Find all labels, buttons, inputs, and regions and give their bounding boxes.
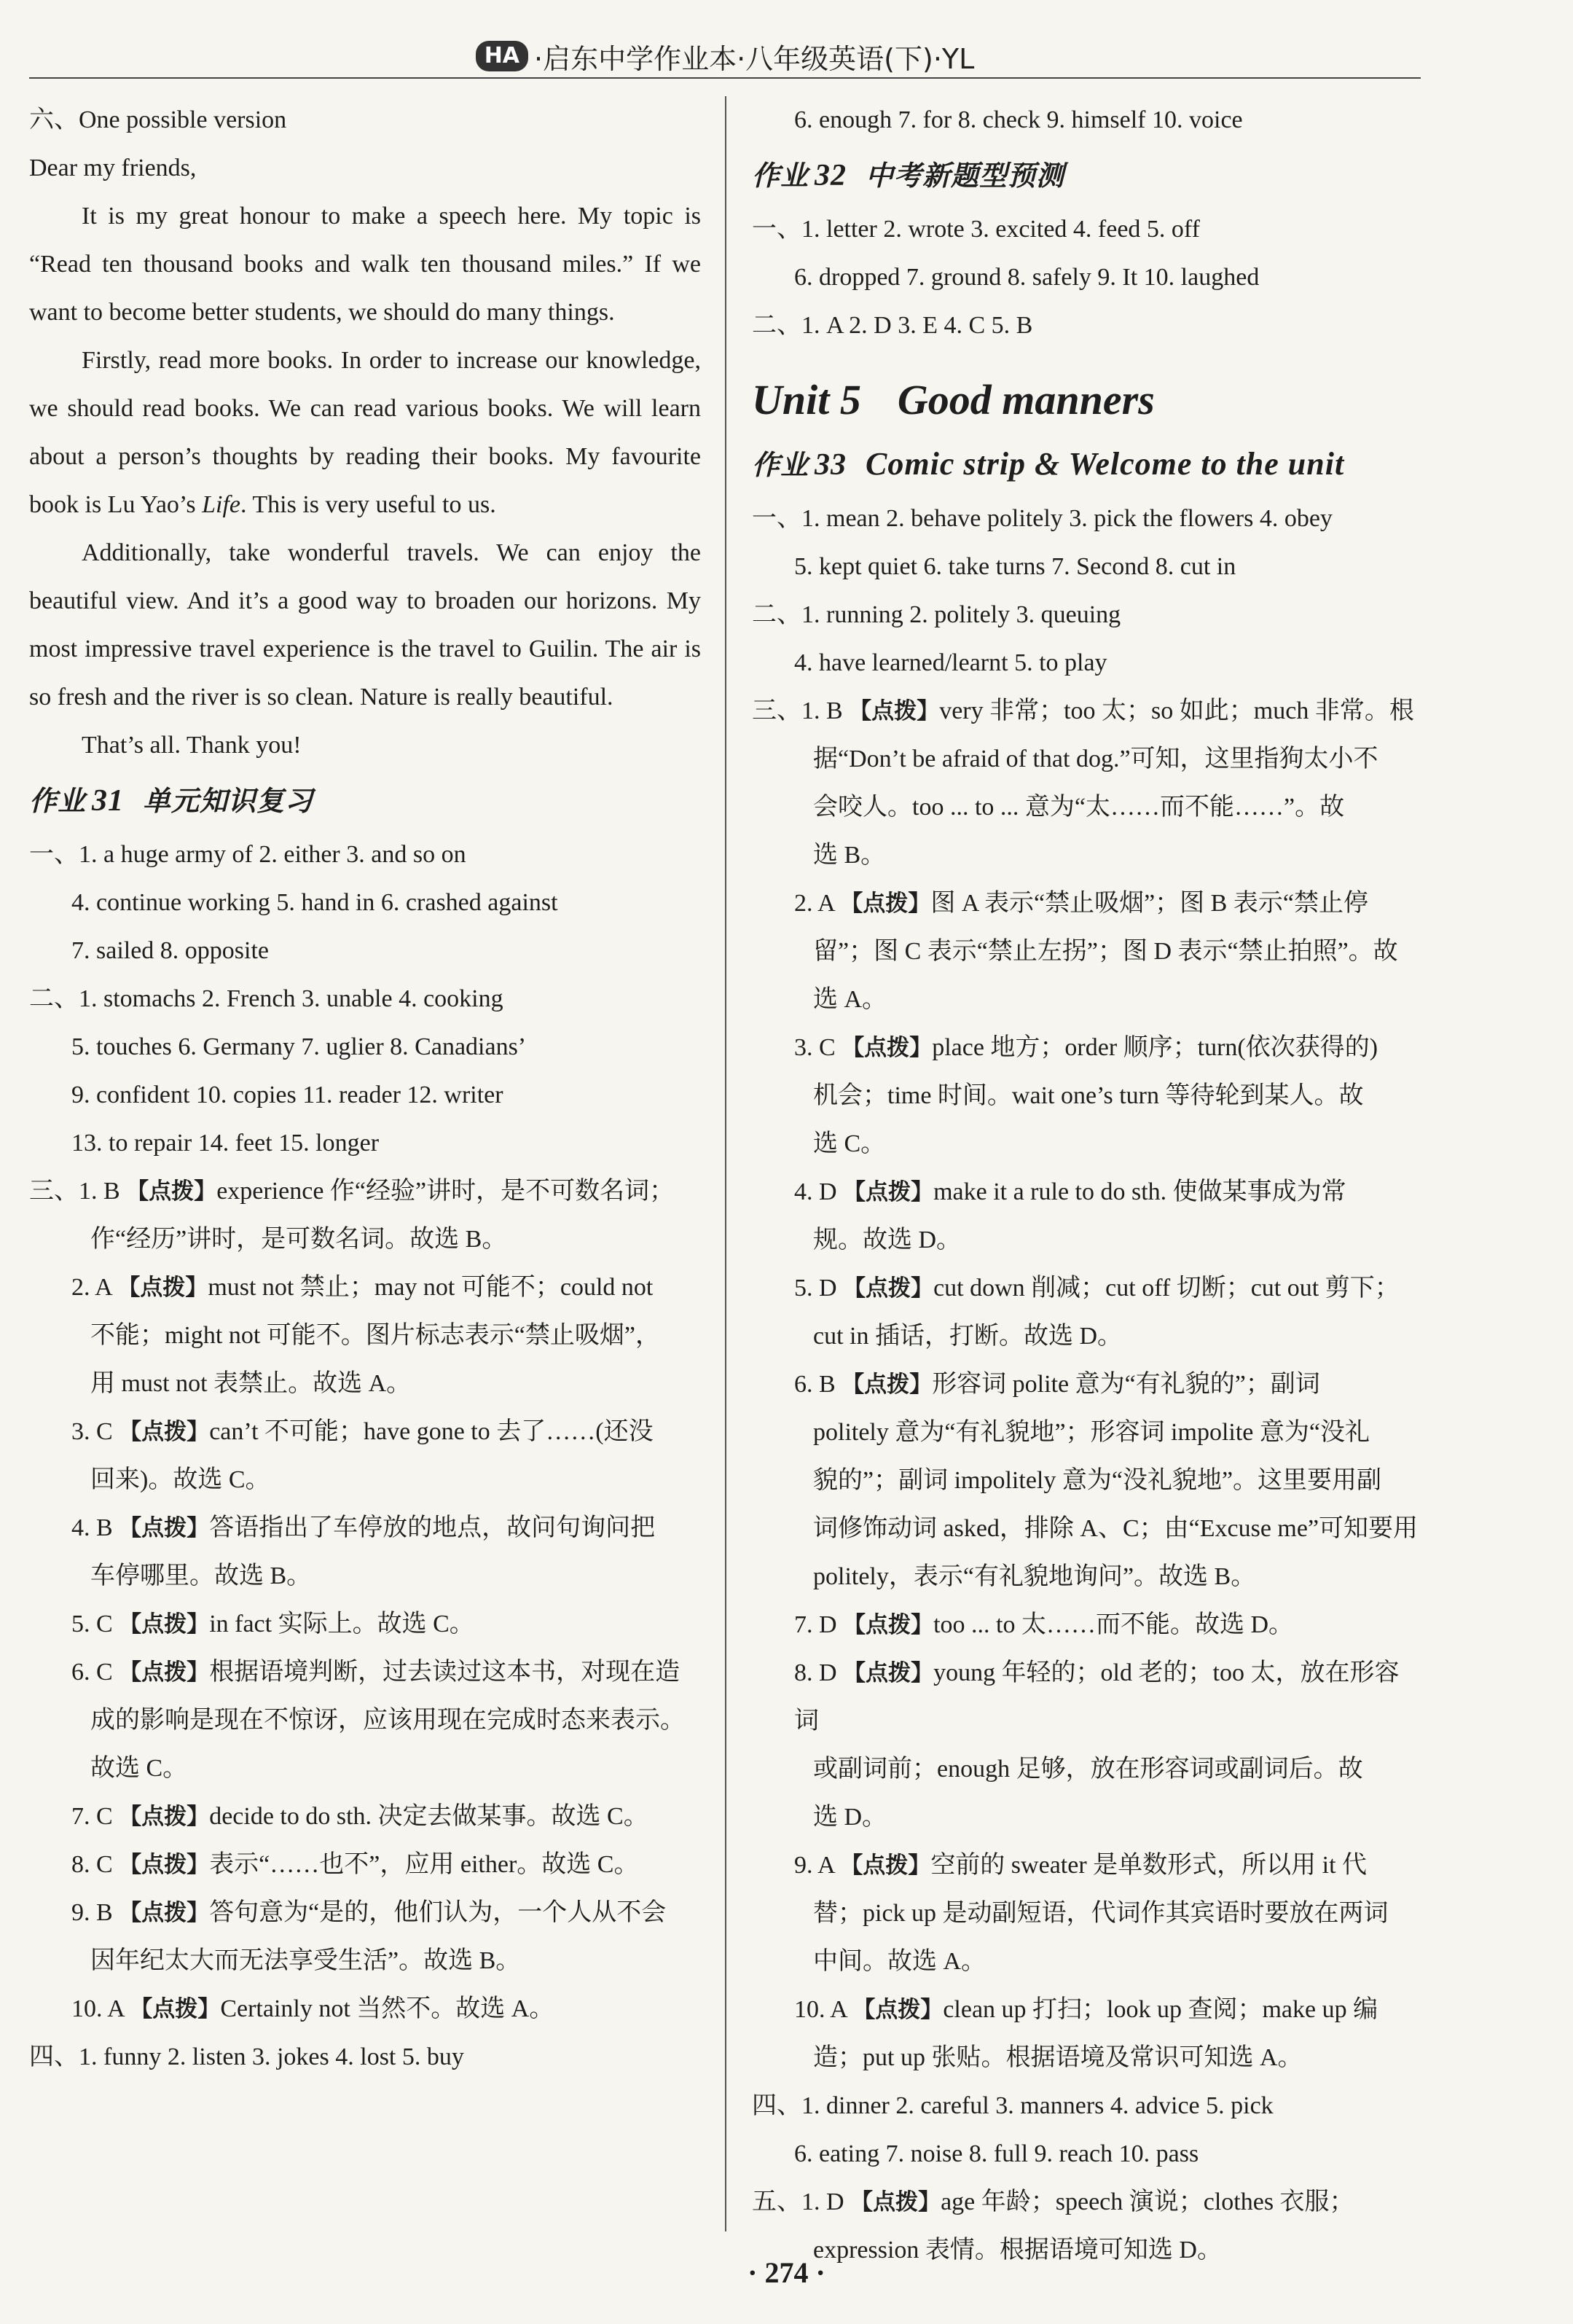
hint-tag: 【点拨】	[119, 1611, 210, 1638]
answer-line: 3. C 【点拨】place 地方；order 顺序；turn(依次获得的)	[794, 1034, 1378, 1061]
homework-label: 作业	[752, 449, 809, 481]
homework-number: 32	[815, 159, 847, 192]
section-label: 六、One possible version	[29, 106, 287, 133]
publisher-logo: HA	[476, 41, 528, 71]
header-title: ·启东中学作业本·八年级英语(下)·YL	[534, 42, 975, 75]
answer-line: 不能；might not 可能不。图片标志表示“禁止吸烟”，	[90, 1322, 660, 1349]
answer-line: 选 D。	[813, 1804, 887, 1831]
homework-title: 中考新题型预测	[866, 160, 1065, 192]
answer-line: 6. C 【点拨】根据语境判断，过去读过这本书，对现在造	[71, 1659, 680, 1686]
answer-line: cut in 插话，打断。故选 D。	[813, 1323, 1123, 1350]
answer-line: 5. kept quiet 6. take turns 7. Second 8. cut in	[794, 553, 1236, 580]
hint-tag: 【点拨】	[119, 1804, 210, 1830]
homework-heading-33	[752, 440, 1424, 489]
answer-line: 二、1. stomachs 2. French 3. unable 4. cooking	[29, 985, 503, 1012]
homework-label: 作业	[752, 160, 809, 192]
answer-line: 10. A 【点拨】clean up 打扫；look up 查阅；make up 编	[794, 1996, 1378, 2023]
homework-title: Comic strip & Welcome to the unit	[866, 446, 1345, 482]
hint-tag: 【点拨】	[119, 1419, 210, 1445]
answer-line: 4. B 【点拨】答语指出了车停放的地点，故问句询问把	[71, 1514, 656, 1541]
homework-heading-32	[752, 152, 1424, 200]
answer-line: 替；pick up 是动副短语，代词作其宾语时要放在两词	[813, 1900, 1389, 1927]
hint-tag: 【点拨】	[852, 1997, 944, 2023]
answer-line: 5. touches 6. Germany 7. uglier 8. Canadians’	[71, 1033, 527, 1060]
answer-line: 9. A 【点拨】空前的 sweater 是单数形式，所以用 it 代	[794, 1852, 1368, 1879]
hint-tag: 【点拨】	[117, 1275, 208, 1301]
answer-line: 8. D 【点拨】young 年轻的；old 老的；too 太，放在形容词	[794, 1659, 1400, 1734]
hint-tag: 【点拨】	[840, 1852, 931, 1879]
answer-line: 10. A 【点拨】Certainly not 当然不。故选 A。	[71, 1995, 554, 2022]
answer-line: 选 A。	[813, 986, 887, 1013]
answer-line: 四、1. funny 2. listen 3. jokes 4. lost 5. buy	[29, 2043, 464, 2070]
page-header	[29, 35, 1421, 79]
answer-list-31	[29, 831, 701, 2081]
homework-number: 33	[815, 448, 847, 482]
homework-number: 31	[92, 784, 125, 818]
answer-line: 貌的”；副词 impolitely 意为“没礼貌地”。这里要用副	[813, 1467, 1382, 1494]
answer-line: 回来)。故选 C。	[90, 1466, 270, 1493]
answer-line: 用 must not 表禁止。故选 A。	[90, 1370, 412, 1397]
unit-title: Good manners	[897, 376, 1155, 423]
answer-line: 因年纪太大而无法享受生活”。故选 B。	[90, 1947, 521, 1974]
answer-line: 7. D 【点拨】too ... to 太……而不能。故选 D。	[794, 1611, 1294, 1638]
hint-tag: 【点拨】	[843, 1275, 934, 1302]
answer-line: 5. C 【点拨】in fact 实际上。故选 C。	[71, 1611, 474, 1638]
homework-heading-31	[29, 777, 701, 825]
right-column	[752, 96, 1424, 2274]
answer-line: 选 B。	[813, 842, 886, 869]
hint-tag: 【点拨】	[119, 1900, 210, 1926]
letter-paragraph: Firstly, read more books. In order to increase our knowledge, we should read books. We can read various books. We will learn about a person’s thoughts by reading their books. My favourite book is Lu Yao’s Life. This is very useful to us.	[29, 347, 701, 518]
answer-line: 2. A 【点拨】must not 禁止；may not 可能不；could not	[71, 1274, 654, 1301]
answer-line: 规。故选 D。	[813, 1226, 962, 1253]
answer-line: 7. sailed 8. opposite	[71, 937, 270, 964]
letter-paragraph: Additionally, take wonderful travels. We can enjoy the beautiful view. And it’s a good way to broaden our horizons. My most impressive travel experience is the travel to Guilin. The air is so fresh and the river is so clean. Nature is really beautiful.	[29, 539, 701, 711]
answer-line: 会咬人。too ... to ... 意为“太……而不能……”。故	[813, 794, 1345, 821]
letter-paragraph: It is my great honour to make a speech here. My topic is “Read ten thousand books and walk ten thousand miles.” If we want to become better students, we should do many things.	[29, 203, 701, 326]
hint-tag: 【点拨】	[843, 1612, 934, 1638]
hint-tag: 【点拨】	[840, 891, 931, 917]
answer-line: 三、1. B 【点拨】experience 作“经验”讲时，是不可数名词；	[29, 1178, 675, 1205]
hint-tag: 【点拨】	[843, 1660, 934, 1686]
answer-line: 或副词前；enough 足够，放在形容词或副词后。故	[813, 1756, 1363, 1783]
answer-line: 作“经历”讲时，是可数名词。故选 B。	[90, 1226, 507, 1253]
hint-tag: 【点拨】	[849, 698, 940, 724]
answer-line: 7. C 【点拨】decide to do sth. 决定去做某事。故选 C。	[71, 1803, 648, 1830]
book-title: Life	[202, 491, 241, 518]
letter-greeting: Dear my friends,	[29, 154, 197, 181]
answer-line: 成的影响是现在不惊讶，应该用现在完成时态来表示。	[90, 1707, 685, 1734]
answer-line: 2. A 【点拨】图 A 表示“禁止吸烟”；图 B 表示“禁止停	[794, 890, 1368, 917]
column-divider	[725, 96, 726, 2231]
answer-line: 4. D 【点拨】make it a rule to do sth. 使做某事成为常	[794, 1178, 1346, 1205]
hint-tag: 【点拨】	[842, 1372, 933, 1398]
answer-line: 造；put up 张贴。根据语境及常识可知选 A。	[813, 2044, 1303, 2071]
answer-line: 6. eating 7. noise 8. full 9. reach 10. pass	[794, 2140, 1199, 2167]
answer-line: 4. have learned/learnt 5. to play	[794, 649, 1107, 676]
answer-line: 二、1. running 2. politely 3. queuing	[752, 601, 1121, 628]
answer-line: 3. C 【点拨】can’t 不可能；have gone to 去了……(还没	[71, 1418, 654, 1445]
answer-line: 五、1. D 【点拨】age 年龄；speech 演说；clothes 衣服；	[752, 2188, 1354, 2215]
hint-tag: 【点拨】	[850, 2189, 941, 2215]
answer-line: 一、1. letter 2. wrote 3. excited 4. feed 5. off	[752, 216, 1200, 243]
page-number: · 274 ·	[748, 2256, 825, 2289]
homework-title: 单元知识复习	[143, 785, 314, 817]
answer-line: 9. confident 10. copies 11. reader 12. writer	[71, 1081, 503, 1108]
answer-line: 机会；time 时间。wait one’s turn 等待轮到某人。故	[813, 1082, 1364, 1109]
answer-line: 中间。故选 A。	[813, 1948, 986, 1975]
answer-line: 车停哪里。故选 B。	[90, 1562, 312, 1589]
answer-line: 据“Don’t be afraid of that dog.”可知，这里指狗太小不	[813, 746, 1378, 772]
answer-line: expression 表情。根据语境可知选 D。	[813, 2237, 1222, 2264]
answer-line: 选 C。	[813, 1130, 886, 1157]
answer-line: 一、1. a huge army of 2. either 3. and so on	[29, 841, 466, 868]
answer-line: 一、1. mean 2. behave politely 3. pick the flowers 4. obey	[752, 505, 1333, 532]
letter-closing: That’s all. Thank you!	[82, 732, 302, 759]
answer-list-continued	[752, 96, 1424, 144]
answer-line: 二、1. A 2. D 3. E 4. C 5. B	[752, 312, 1033, 339]
answer-line: 词修饰动词 asked，排除 A、C；由“Excuse me”可知要用	[813, 1515, 1419, 1542]
hint-tag: 【点拨】	[119, 1852, 210, 1878]
hint-tag: 【点拨】	[126, 1178, 217, 1205]
unit-number: Unit 5	[752, 376, 861, 423]
answer-line: 6. B 【点拨】形容词 polite 意为“有礼貌的”；副词	[794, 1371, 1320, 1398]
answer-line: 6. enough 7. for 8. check 9. himself 10. voice	[794, 106, 1243, 133]
answer-line: 故选 C。	[90, 1755, 188, 1782]
left-column	[29, 96, 701, 2081]
hint-tag: 【点拨】	[119, 1515, 210, 1541]
answer-list-33	[752, 495, 1424, 2274]
homework-label: 作业	[29, 785, 87, 817]
answer-line: 三、1. B 【点拨】very 非常；too 太；so 如此；much 非常。根	[752, 697, 1414, 724]
hint-tag: 【点拨】	[843, 1179, 934, 1205]
answer-line: 9. B 【点拨】答句意为“是的，他们认为，一个人从不会	[71, 1899, 667, 1926]
hint-tag: 【点拨】	[130, 1996, 221, 2022]
answer-line: 8. C 【点拨】表示“……也不”，应用 either。故选 C。	[71, 1851, 639, 1878]
hint-tag: 【点拨】	[119, 1659, 210, 1686]
unit-heading	[752, 367, 1424, 433]
answer-line: 5. D 【点拨】cut down 削减；cut off 切断；cut out 剪下；	[794, 1275, 1400, 1302]
answer-line: 4. continue working 5. hand in 6. crashed against	[71, 889, 558, 916]
answer-line: politely 意为“有礼貌地”；形容词 impolite 意为“没礼	[813, 1419, 1370, 1446]
answer-line: 四、1. dinner 2. careful 3. manners 4. advice 5. pick	[752, 2092, 1274, 2119]
answer-line: politely，表示“有礼貌地询问”。故选 B。	[813, 1563, 1256, 1590]
answer-line: 13. to repair 14. feet 15. longer	[71, 1130, 380, 1157]
answer-line: 留”；图 C 表示“禁止左拐”；图 D 表示“禁止拍照”。故	[813, 938, 1398, 965]
hint-tag: 【点拨】	[842, 1035, 933, 1061]
answer-list-32	[752, 206, 1424, 350]
answer-line: 6. dropped 7. ground 8. safely 9. It 10. laughed	[794, 264, 1260, 291]
